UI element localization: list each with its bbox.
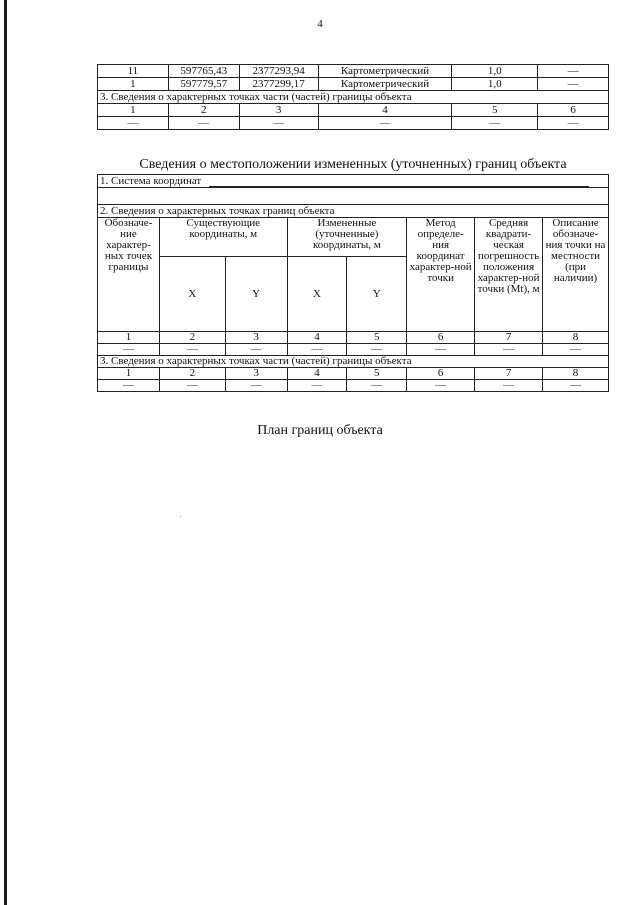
column-number: 5	[452, 104, 538, 117]
dash-cell: —	[287, 344, 347, 356]
table-cell: 2377293,94	[239, 65, 318, 78]
column-number: 8	[543, 368, 609, 380]
column-number: 4	[287, 368, 347, 380]
dash-cell: —	[98, 117, 169, 130]
dash-cell: —	[239, 117, 318, 130]
table-cell: Картометрический	[318, 78, 452, 91]
table-row	[98, 91, 609, 104]
table-cell: —	[538, 65, 609, 78]
table-row	[98, 356, 609, 368]
table-row	[98, 344, 609, 356]
header-x-changed: X	[287, 257, 347, 332]
dash-cell: —	[225, 380, 287, 392]
column-number: 3	[225, 368, 287, 380]
header-changed-coords: Измененные (уточненные) координаты, м	[287, 218, 407, 257]
column-number: 1	[98, 332, 160, 344]
table-row	[98, 332, 609, 344]
column-number: 7	[475, 368, 543, 380]
table-row	[98, 175, 609, 188]
section-title: Сведения о местоположении измененных (уточненных) границ объекта	[139, 157, 567, 172]
changed-boundaries-table	[97, 174, 609, 392]
header-mean-error: Средняя квадрати-ческая погрешность положения характер-ной точки (Mt), м	[475, 218, 543, 332]
column-number: 3	[225, 332, 287, 344]
dash-cell: —	[475, 344, 543, 356]
plan-title: План границ объекта	[257, 423, 383, 438]
column-number: 6	[538, 104, 609, 117]
dash-cell: —	[159, 344, 225, 356]
header-y-existing: Y	[225, 257, 287, 332]
dash-cell: —	[475, 380, 543, 392]
table-cell: Картометрический	[318, 65, 452, 78]
header-description: Описание обозначе-ния точки на местности (при наличии)	[543, 218, 609, 332]
column-number: 6	[407, 368, 475, 380]
column-number: 2	[168, 104, 239, 117]
table-cell: 1,0	[452, 78, 538, 91]
column-number: 8	[543, 332, 609, 344]
dash-cell: —	[225, 344, 287, 356]
header-x-existing: X	[159, 257, 225, 332]
dash-cell: —	[159, 380, 225, 392]
coordinate-system-row	[98, 175, 609, 188]
dash-cell: —	[168, 117, 239, 130]
column-number: 7	[475, 332, 543, 344]
table-row	[98, 104, 609, 117]
table-cell: 2377299,17	[239, 78, 318, 91]
section-heading: 3. Сведения о характерных точках части (частей) границы объекта	[98, 91, 609, 104]
dash-cell: —	[407, 344, 475, 356]
column-number: 5	[347, 368, 407, 380]
column-number: 2	[159, 332, 225, 344]
table-row	[98, 205, 609, 218]
dash-cell: —	[543, 344, 609, 356]
coordinate-system-blank	[209, 178, 589, 187]
dash-cell: —	[318, 117, 452, 130]
page-number: 4	[317, 18, 323, 30]
header-y-changed: Y	[347, 257, 407, 332]
table-cell: 597765,43	[168, 65, 239, 78]
header-method: Метод определе-ния координат характер-ной точки	[407, 218, 475, 332]
table-cell: 1,0	[452, 65, 538, 78]
header-point-designation: Обозначе-ние характер-ных точек границы	[98, 218, 160, 332]
section-heading: 2. Сведения о характерных точках границ объекта	[98, 205, 609, 218]
coordinate-system-label: 1. Система координат	[100, 174, 202, 187]
column-number: 1	[98, 104, 169, 117]
dash-cell: —	[543, 380, 609, 392]
column-number: 4	[318, 104, 452, 117]
column-number: 4	[287, 332, 347, 344]
table-row	[98, 78, 609, 91]
table-header-row	[98, 218, 609, 257]
dash-cell: —	[287, 380, 347, 392]
column-number: 2	[159, 368, 225, 380]
dash-cell: —	[98, 344, 160, 356]
table-cell: 1	[98, 78, 169, 91]
dash-cell: —	[347, 380, 407, 392]
table-row	[98, 188, 609, 205]
dash-cell: —	[347, 344, 407, 356]
table-row	[98, 117, 609, 130]
column-number: 6	[407, 332, 475, 344]
page-edge-bar	[4, 0, 7, 905]
points-table-continued	[97, 64, 609, 130]
column-number: 3	[239, 104, 318, 117]
dash-cell: —	[538, 117, 609, 130]
table-row	[98, 65, 609, 78]
dash-cell: —	[98, 380, 160, 392]
scan-speck	[180, 516, 181, 517]
table-cell: 597779,57	[168, 78, 239, 91]
section-heading: 3. Сведения о характерных точках части (частей) границы объекта	[98, 356, 609, 368]
empty-row	[98, 188, 609, 205]
column-number: 1	[98, 368, 160, 380]
column-number: 5	[347, 332, 407, 344]
table-row	[98, 380, 609, 392]
dash-cell: —	[452, 117, 538, 130]
dash-cell: —	[407, 380, 475, 392]
table-cell: 11	[98, 65, 169, 78]
table-row	[98, 368, 609, 380]
table-cell: —	[538, 78, 609, 91]
header-existing-coords: Существующие координаты, м	[159, 218, 287, 257]
